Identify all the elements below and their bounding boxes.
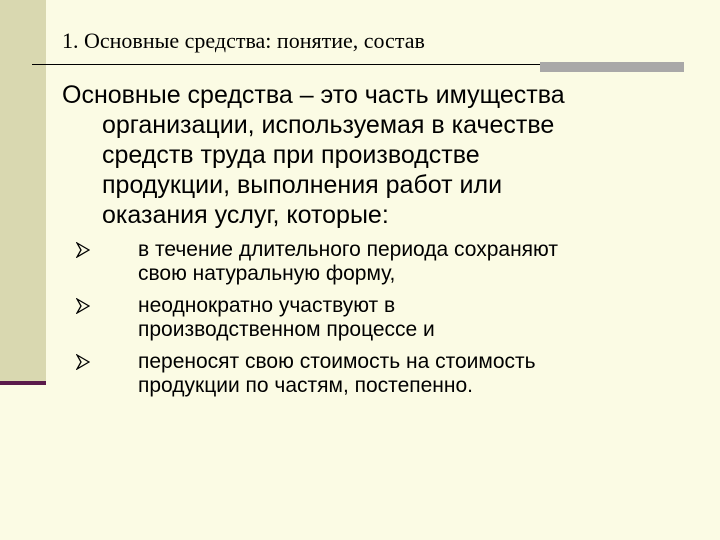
list-item-line: продукции по частям, постепенно.: [138, 374, 474, 397]
definition-term: Основные средства: [62, 81, 293, 109]
definition-line-3: средств труда при производстве: [102, 141, 480, 169]
arrow-bullet-icon: [76, 298, 90, 314]
list-item: [76, 238, 706, 286]
definition-paragraph: [62, 80, 702, 230]
arrow-bullet-icon: [76, 354, 90, 370]
definition-line-1: [62, 80, 702, 110]
left-accent-line: [0, 381, 46, 385]
list-item-line: свою натуральную форму,: [138, 262, 396, 285]
criteria-list: [76, 238, 706, 406]
list-item-line: производственном процессе и: [138, 318, 435, 341]
list-item: [76, 294, 706, 342]
arrow-bullet-icon: [76, 242, 90, 258]
corner-decorative-block: [540, 62, 684, 72]
list-item-line: неоднократно участвуют в: [138, 294, 396, 317]
definition-line-5: оказания услуг, которые:: [102, 201, 389, 229]
list-item: [76, 350, 706, 398]
left-decorative-bar: [0, 0, 46, 381]
definition-line-2: организации, используемая в качестве: [102, 111, 555, 139]
list-item-line: переносят свою стоимость на стоимость: [138, 350, 536, 373]
list-item-line: в течение длительного периода сохраняют: [138, 238, 558, 261]
definition-line-4: продукции, выполнения работ или: [102, 171, 503, 199]
slide-title: 1. Основные средства: понятие, состав: [62, 28, 425, 53]
definition-line-text: – это часть имущества: [292, 81, 565, 109]
